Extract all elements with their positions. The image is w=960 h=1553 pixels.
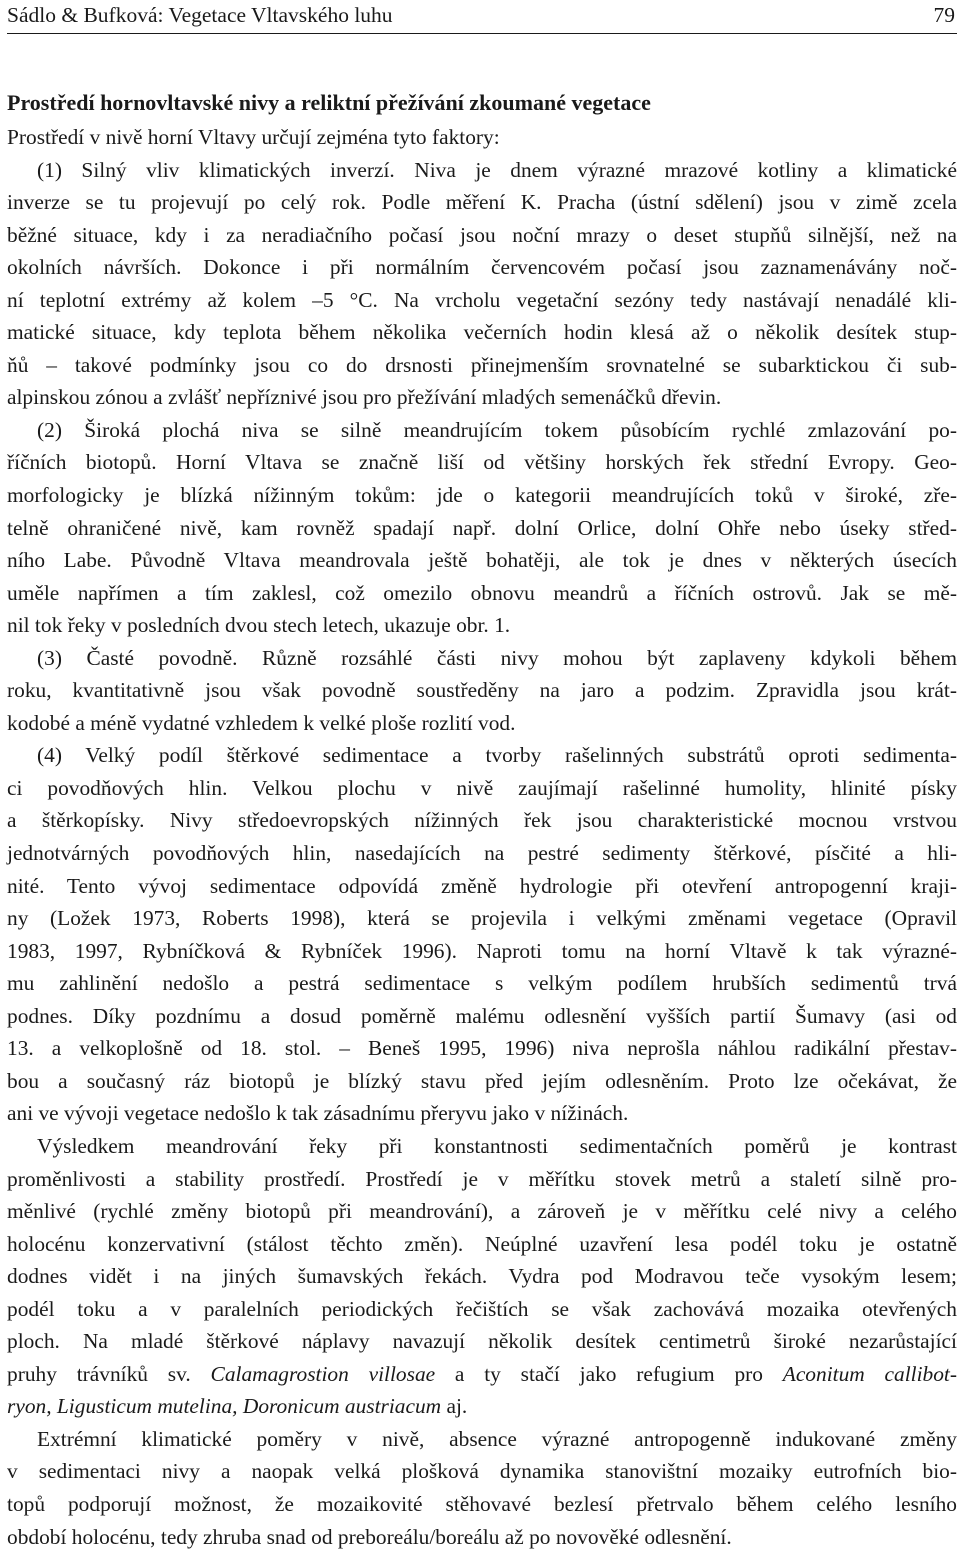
body-text	[7, 121, 957, 1358]
text-line: (1) Silný vliv klimatických inverzí. Niva je dnem výrazné mrazové kotliny a klimatické	[37, 157, 957, 182]
text-line: (2) Široká plochá niva se silně meandrujícím tokem působícím rychlé zmlazování po-	[37, 417, 957, 442]
syntaxon-name: Calamagrostion villosae	[210, 1361, 436, 1386]
text-line: ního Labe. Původně Vltava meandrovala ještě bohatěji, ale tok je dnes v některých úsecích	[7, 548, 957, 573]
text-line: říčních biotopů. Horní Vltava se značně liší od většiny horských řek střední Evropy. Geo-	[7, 450, 957, 475]
text-line: nité. Tento vývoj sedimentace odpovídá změně hydrologie při otevření antropogenní kraji-	[7, 873, 957, 898]
running-head	[7, 0, 957, 34]
text-line: matické situace, kdy teplota během několika večerních hodin klesá až o několik desítek stup-	[7, 320, 957, 345]
text-line: mu zahlinění nedošlo a pestrá sedimentace s velkým podílem hrubších sedimentů trvá	[7, 971, 957, 996]
text-line: měnlivé (rychlé změny biotopů při meandrování), a zároveň je v měřítku celé nivy a celého	[7, 1199, 957, 1224]
text-line: telně ohraničené nivě, kam rovněž spadají např. dolní Orlice, dolní Ohře nebo úseky střed-	[7, 515, 957, 540]
text-line: (3) Časté povodně. Různě rozsáhlé části nivy mohou být zaplaveny kdykoli během	[37, 645, 957, 670]
text-line: morfologicky je blízká nížinným tokům: jde o kategorii meandrujících toků v široké, zře-	[7, 483, 957, 508]
text-line: v sedimentaci nivy a naopak velká plošková dynamika stanovištní mozaiky eutrofních bio-	[7, 1459, 957, 1484]
text-line: 1983, 1997, Rybníčková & Rybníček 1996). Naproti tomu na horní Vltavě k tak výrazné-	[7, 938, 957, 963]
section-title: Prostředí hornovltavské nivy a reliktní přežívání zkoumané vegetace	[7, 90, 651, 115]
final-paragraph	[7, 1423, 957, 1553]
text-line: ní teplotní extrémy až kolem –5 °C. Na vrcholu vegetační sezóny tedy nastávají nenadálé kli-	[7, 287, 957, 312]
text-line: běžné situace, kdy i za neradiačního počasí jsou noční mrazy o deset stupňů silnější, než na	[7, 222, 957, 247]
text-line: topů podporují možnost, že mozaikovité stěhovavé bezlesí přetrvalo během celého lesního	[7, 1491, 957, 1516]
text-line: ryon, Ligusticum mutelina, Doronicum austriacum aj.	[7, 1394, 468, 1419]
text-line: jednotvárných povodňových hlin, nasedajících na pestré sedimenty štěrkové, písčité a hli-	[7, 841, 957, 866]
text-line: ani ve vývoji vegetace nedošlo k tak zásadnímu přeryvu jako v nížinách.	[7, 1101, 629, 1126]
text-line: ny (Ložek 1973, Roberts 1998), která se projevila i velkými změnami vegetace (Opravil	[7, 906, 957, 931]
text-line: Extrémní klimatické poměry v nivě, absence výrazné antropogenně indukované změny	[37, 1426, 957, 1451]
text-line: kodobé a méně vydatné vzhledem k velké ploše rozlití vod.	[7, 710, 516, 735]
text-line: proměnlivosti a stability prostředí. Prostředí je v měřítku stovek metrů a staletí silně pro-	[7, 1166, 957, 1191]
text-line: nil tok řeky v posledních dvou stech letech, ukazuje obr. 1.	[7, 613, 511, 638]
text-line: Prostředí v nivě horní Vltavy určují zejména tyto faktory:	[7, 125, 500, 149]
page	[7, 0, 957, 1553]
text-line: dodnes vidět i na jiných šumavských řekách. Vydra pod Modravou teče vysokým lesem;	[7, 1264, 957, 1289]
text-line: ploch. Na mladé štěrkové náplavy navazují několik desítek centimetrů široké nezarůstající	[7, 1329, 957, 1354]
text-line: alpinskou zónou a zvlášť nepříznivé jsou pro přežívání mladých semenáčků dřevin.	[7, 385, 722, 410]
running-title: Sádlo & Bufková: Vegetace Vltavského luhu	[7, 3, 393, 27]
text-line: 13. a velkoplošně od 18. stol. – Beneš 1995, 1996) niva neprošla náhlou radikální přestav-	[7, 1036, 957, 1061]
text-line: okolních návrších. Dokonce i při normálním červencovém počasí jsou zaznamenávány noč-	[7, 255, 957, 280]
text-line: inverze se tu projevují po celý rok. Podle měření K. Pracha (ústní sdělení) jsou v zimě zcela	[7, 190, 957, 215]
text-line: podél toku a v paralelních periodických řečištích se však zachovává mozaika otevřených	[7, 1296, 957, 1321]
text-line: pruhy trávníků sv. Calamagrostion villosae a ty stačí jako refugium pro Aconitum callibot-	[7, 1361, 957, 1386]
text-line: podnes. Díky pozdnímu a dosud poměrně malému odlesnění vyšších partií Šumavy (asi od	[7, 1003, 957, 1028]
page-number: 79	[933, 3, 955, 27]
text-line: bou a současný ráz biotopů je blízký stavu před jejím odlesněním. Proto lze očekávat, že	[7, 1068, 957, 1093]
text-line: (4) Velký podíl štěrkové sedimentace a tvorby rašelinných substrátů oproti sedimenta-	[37, 743, 957, 768]
species-list: ryon, Ligusticum mutelina, Doronicum austriacum	[7, 1394, 442, 1419]
text-line: holocénu konzervativní (stálost těchto změn). Neúplné uzavření lesa podél toku je ostatně	[7, 1231, 957, 1256]
text-line: uměle napřímen a tím zaklesl, což omezilo obnovu meandrů a říčních ostrovů. Jak se mě-	[7, 580, 957, 605]
text-line: a štěrkopísky. Nivy středoevropských nížinných řek jsou charakteristické mocnou vrstvou	[7, 808, 957, 833]
italic-species-block	[7, 1358, 957, 1423]
text-line: Výsledkem meandrování řeky při konstantnosti sedimentačních poměrů je kontrast	[37, 1133, 957, 1158]
text-line: roku, kvantitativně jsou však povodně soustředěny na jaro a podzim. Zpravidla jsou krát-	[7, 678, 957, 703]
text-line: ňů – takové podmínky jsou co do drsnosti přinejmenším srovnatelné se subarktickou či sub-	[7, 352, 957, 377]
species-name: Aconitum callibot-	[782, 1361, 957, 1386]
text-line: období holocénu, tedy zhruba snad od preboreálu/boreálu až po novověké odlesnění.	[7, 1524, 732, 1549]
text-line: ci povodňových hlin. Velkou plochu v nivě zaujímají rašelinné humolity, hlinité písky	[7, 775, 957, 800]
